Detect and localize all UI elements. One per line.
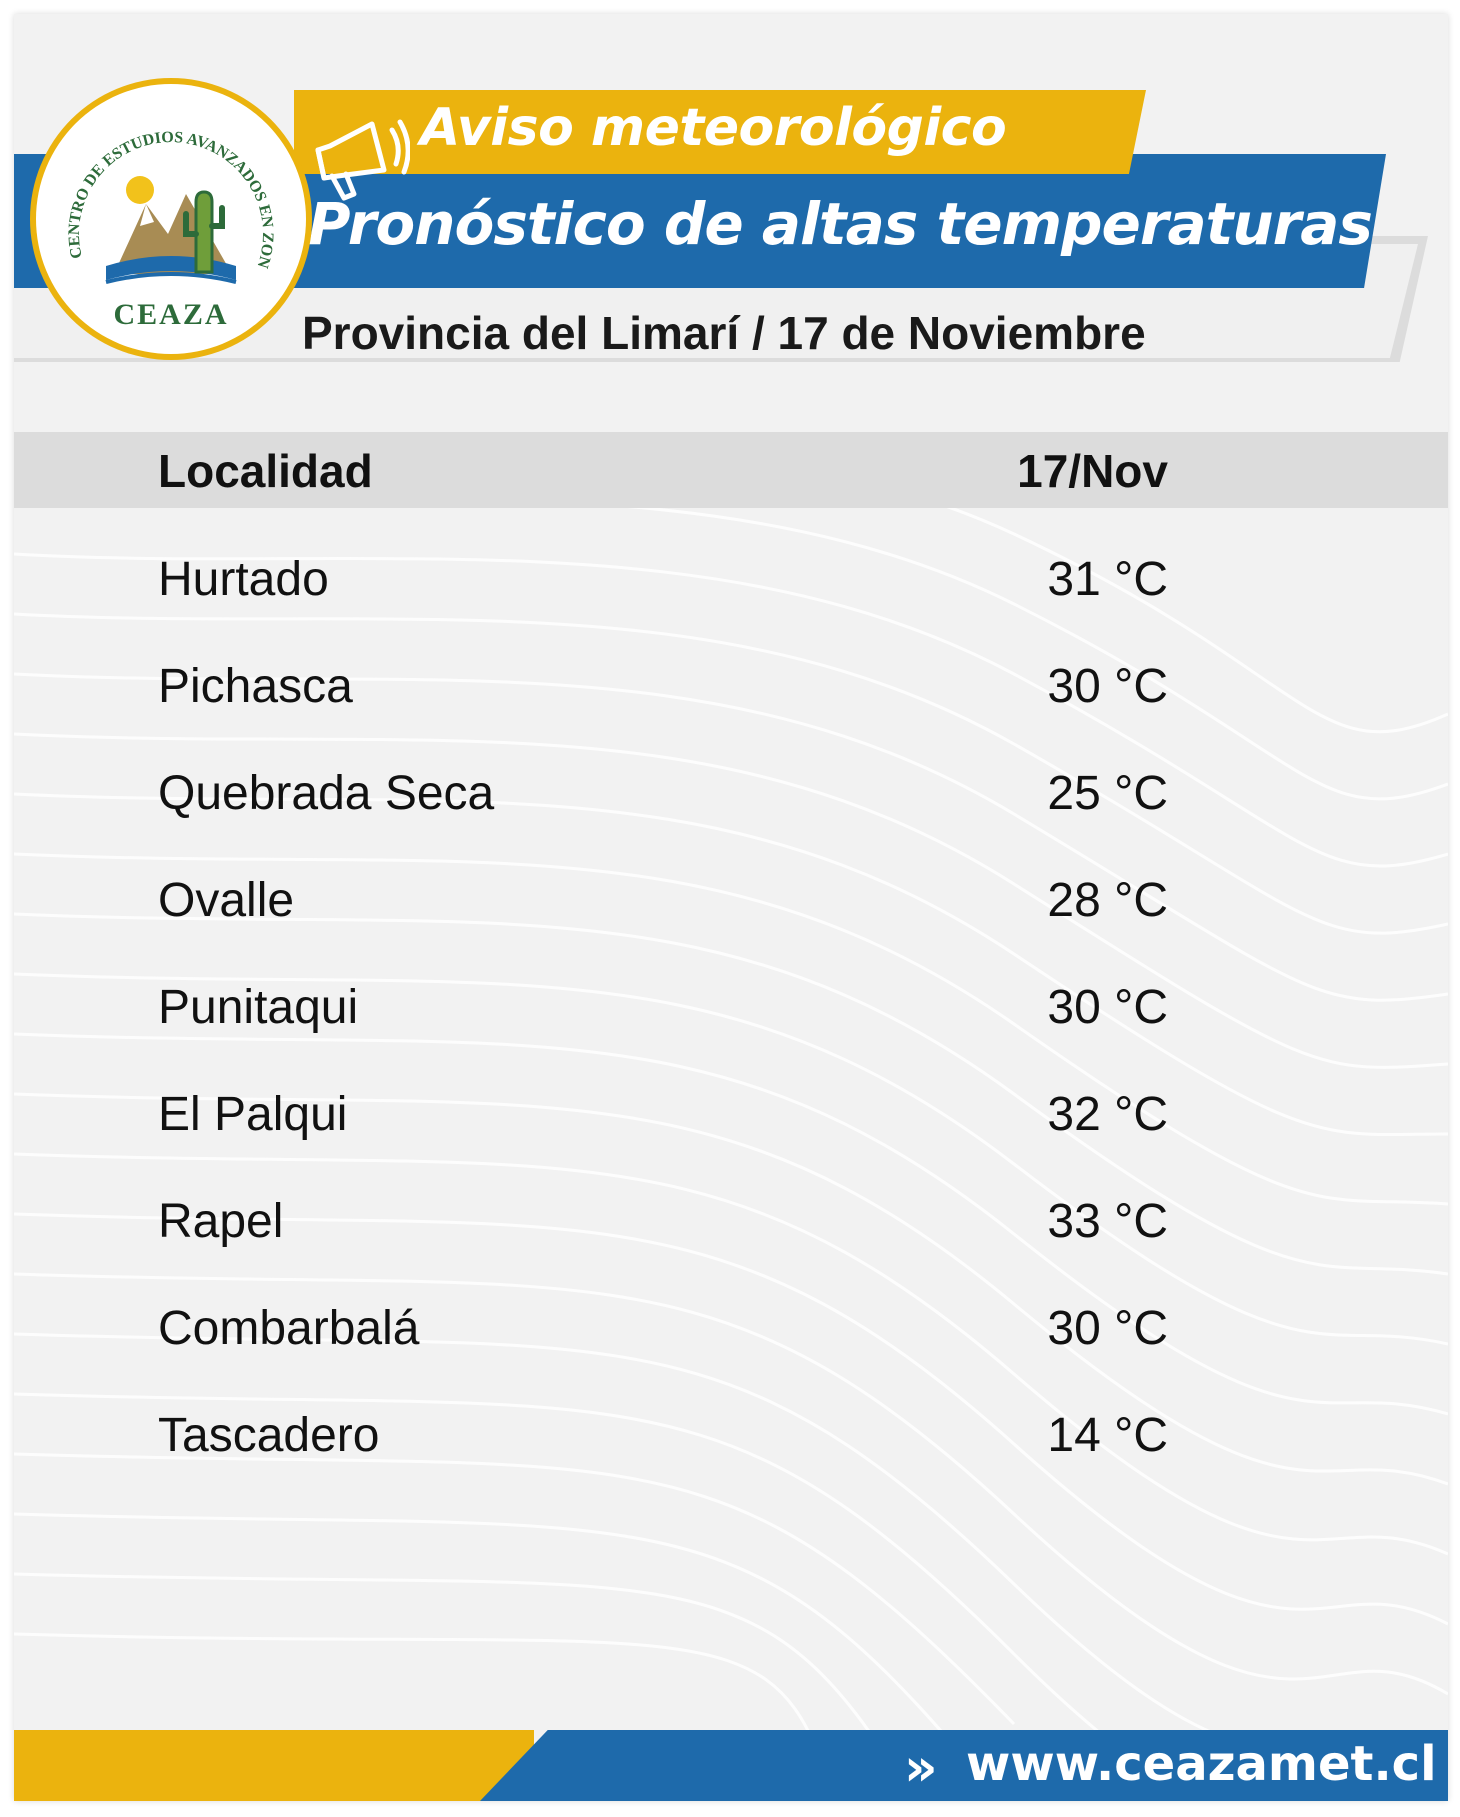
temperature-value: 14 °C bbox=[1047, 1409, 1168, 1462]
table-row bbox=[14, 1273, 1448, 1380]
temperature-value: 28 °C bbox=[1047, 874, 1168, 927]
locality-name: Pichasca bbox=[158, 660, 353, 713]
subtitle: Provincia del Limarí / 17 de Noviembre bbox=[302, 307, 1146, 359]
temperature-value: 30 °C bbox=[1047, 981, 1168, 1034]
table-row bbox=[14, 952, 1448, 1059]
column-header-locality: Localidad bbox=[158, 445, 373, 497]
temperature-value: 30 °C bbox=[1047, 660, 1168, 713]
table-row bbox=[14, 845, 1448, 952]
website-link[interactable]: www.ceazamet.cl bbox=[966, 1736, 1437, 1792]
locality-name: Punitaqui bbox=[158, 981, 359, 1034]
logo-ring-text: CENTRO DE ESTUDIOS AVANZADOS EN ZON bbox=[65, 128, 277, 271]
table-row bbox=[14, 1166, 1448, 1273]
weather-notice-card bbox=[14, 14, 1448, 1801]
table-row bbox=[14, 1380, 1448, 1487]
locality-name: Ovalle bbox=[158, 874, 295, 927]
footer-yellow-band bbox=[14, 1730, 534, 1801]
temperature-value: 30 °C bbox=[1047, 1302, 1168, 1355]
table-header bbox=[14, 432, 1448, 508]
temperature-value: 32 °C bbox=[1047, 1088, 1168, 1141]
locality-name: Hurtado bbox=[158, 553, 329, 606]
table-row bbox=[14, 524, 1448, 631]
column-header-date: 17/Nov bbox=[1017, 445, 1168, 497]
logo-name: CEAZA bbox=[113, 298, 229, 331]
forecast-table-body bbox=[14, 524, 1448, 1487]
table-row bbox=[14, 631, 1448, 738]
footer-bar bbox=[14, 1730, 1448, 1801]
ceaza-logo bbox=[36, 84, 306, 354]
locality-name: Rapel bbox=[158, 1195, 284, 1248]
locality-name: Combarbalá bbox=[158, 1302, 420, 1355]
locality-name: Tascadero bbox=[158, 1409, 380, 1462]
table-row bbox=[14, 738, 1448, 845]
table-row bbox=[14, 1059, 1448, 1166]
main-title: Pronóstico de altas temperaturas bbox=[308, 190, 1372, 258]
temperature-value: 33 °C bbox=[1047, 1195, 1168, 1248]
locality-name: Quebrada Seca bbox=[158, 767, 495, 820]
locality-name: El Palqui bbox=[158, 1088, 348, 1141]
notice-title: Aviso meteorológico bbox=[420, 98, 1007, 158]
double-chevron-right-icon: » bbox=[904, 1738, 938, 1798]
temperature-value: 25 °C bbox=[1047, 767, 1168, 820]
temperature-value: 31 °C bbox=[1047, 553, 1168, 606]
